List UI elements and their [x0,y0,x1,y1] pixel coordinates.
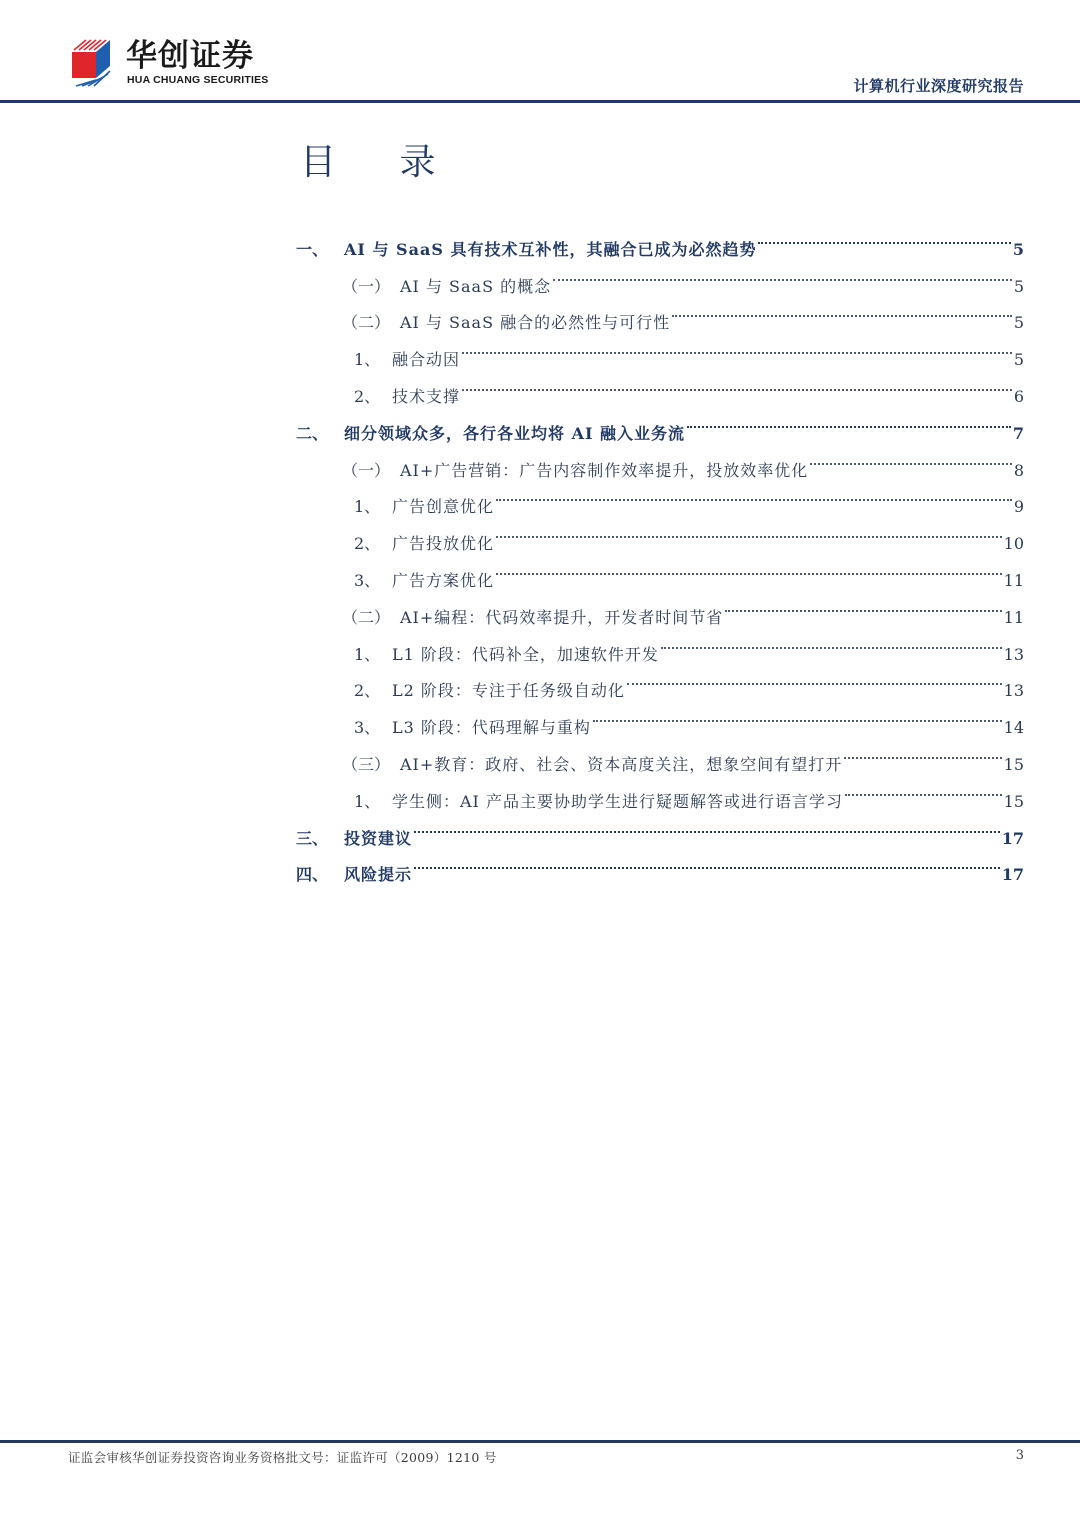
page-number: 3 [1015,1448,1024,1463]
footer-license: 证监会审核华创证券投资咨询业务资格批文号：证监许可（2009）1210 号 [68,1450,497,1465]
footer-divider [0,1440,1080,1443]
toc-entry-label[interactable]: AI 与 SaaS 融合的必然性与可行性 [400,313,671,333]
toc-entry-page[interactable]: 5 [1013,313,1024,333]
toc-entry-label[interactable]: L3 阶段：代码理解与重构 [392,718,591,738]
toc-entry-number: 2、 [354,386,381,406]
toc-entry-page[interactable]: 11 [1003,570,1024,590]
toc-entry-number: 3、 [354,718,381,738]
toc-entry-page[interactable]: 5 [1012,239,1024,259]
header-divider [0,100,1080,103]
toc-leader-dots [672,292,1012,329]
toc-entry-number: 1、 [354,350,381,370]
toc-entry-label[interactable]: L1 阶段：代码补全，加速软件开发 [392,644,659,664]
toc-entry-label[interactable]: 技术支撑 [392,386,461,406]
toc-entry-label[interactable]: AI+编程：代码效率提升，开发者时间节省 [400,607,724,627]
toc-entry-page[interactable]: 13 [1003,644,1024,664]
toc-entry-number: 2、 [354,681,381,701]
toc-entry-label[interactable]: AI 与 SaaS 的概念 [400,276,552,296]
toc-entry-label[interactable]: 融合动因 [392,350,461,370]
toc-entry-number: 二、 [296,423,329,443]
logo-english-name: HUA CHUANG SECURITIES [127,74,269,86]
toc-leader-dots [462,328,1012,365]
toc-entry-number: （三） [342,754,391,774]
toc-entry-page[interactable]: 8 [1013,460,1024,480]
toc-entry-number: 一、 [296,239,329,259]
toc-entry-label[interactable]: 学生侧：AI 产品主要协助学生进行疑题解答或进行语言学习 [392,791,843,811]
page-header [0,0,1080,104]
toc-entry-number: 1、 [354,497,381,517]
toc-entry-page[interactable]: 5 [1013,350,1024,370]
toc-entry-page[interactable]: 5 [1013,276,1024,296]
toc-entry-label[interactable]: AI+教育：政府、社会、资本高度关注，想象空间有望打开 [400,754,843,774]
toc-leader-dots [462,365,1012,402]
toc-entry-number: 1、 [354,644,381,664]
toc-leader-dots [845,770,1002,807]
toc-leader-dots [593,696,1002,733]
toc-leader-dots [844,733,1001,770]
toc-entry-page[interactable]: 6 [1013,386,1024,406]
toc-title: 目 录 [300,142,462,183]
toc-leader-dots [661,623,1002,660]
toc-entry-number: 2、 [354,534,381,554]
toc-leader-dots [414,844,1000,881]
table-of-contents [296,218,1024,885]
toc-entry-page[interactable]: 9 [1013,497,1024,517]
toc-leader-dots [496,512,1002,549]
toc-entry-page[interactable]: 7 [1012,423,1024,443]
toc-entry-page[interactable]: 17 [1001,828,1024,848]
toc-entry-number: 四、 [296,865,329,885]
toc-leader-dots [627,660,1002,697]
toc-entry-label[interactable]: 广告创意优化 [392,497,495,517]
toc-leader-dots [687,402,1011,439]
toc-entry-number: （一） [342,460,391,480]
company-logo [70,38,280,90]
toc-leader-dots [414,807,1000,844]
toc-leader-dots [553,255,1012,292]
toc-leader-dots [810,439,1012,476]
toc-entry-label[interactable]: AI 与 SaaS 具有技术互补性，其融合已成为必然趋势 [344,239,757,259]
toc-leader-dots [496,476,1012,513]
toc-leader-dots [496,549,1002,586]
toc-entry-page[interactable]: 13 [1003,681,1024,701]
toc-entry-label[interactable]: 风险提示 [344,865,413,885]
toc-entry[interactable] [296,218,1024,259]
toc-leader-dots [725,586,1001,623]
toc-entry-page[interactable]: 14 [1003,718,1024,738]
toc-entry-page[interactable]: 15 [1003,791,1024,811]
toc-leader-dots [758,218,1010,255]
toc-entry-page[interactable]: 15 [1003,754,1024,774]
toc-entry-label[interactable]: 细分领域众多，各行各业均将 AI 融入业务流 [344,423,686,443]
toc-entry-label[interactable]: 广告投放优化 [392,534,495,554]
toc-entry-number: （一） [342,276,391,296]
toc-entry-number: 1、 [354,791,381,811]
report-type: 计算机行业深度研究报告 [853,77,1024,95]
toc-entry-label[interactable]: L2 阶段：专注于任务级自动化 [392,681,625,701]
toc-entry-page[interactable]: 17 [1001,865,1024,885]
logo-chinese-name: 华创证券 [126,38,254,74]
toc-entry-number: （二） [342,607,391,627]
toc-entry-label[interactable]: 投资建议 [344,828,413,848]
logo-cube-icon [70,38,120,88]
toc-entry-number: 三、 [296,828,329,848]
toc-entry-number: （二） [342,313,391,333]
toc-entry-label[interactable]: 广告方案优化 [392,570,495,590]
toc-entry-label[interactable]: AI+广告营销：广告内容制作效率提升，投放效率优化 [400,460,809,480]
toc-entry-page[interactable]: 11 [1003,607,1024,627]
toc-entry-page[interactable]: 10 [1003,534,1024,554]
toc-entry-number: 3、 [354,570,381,590]
